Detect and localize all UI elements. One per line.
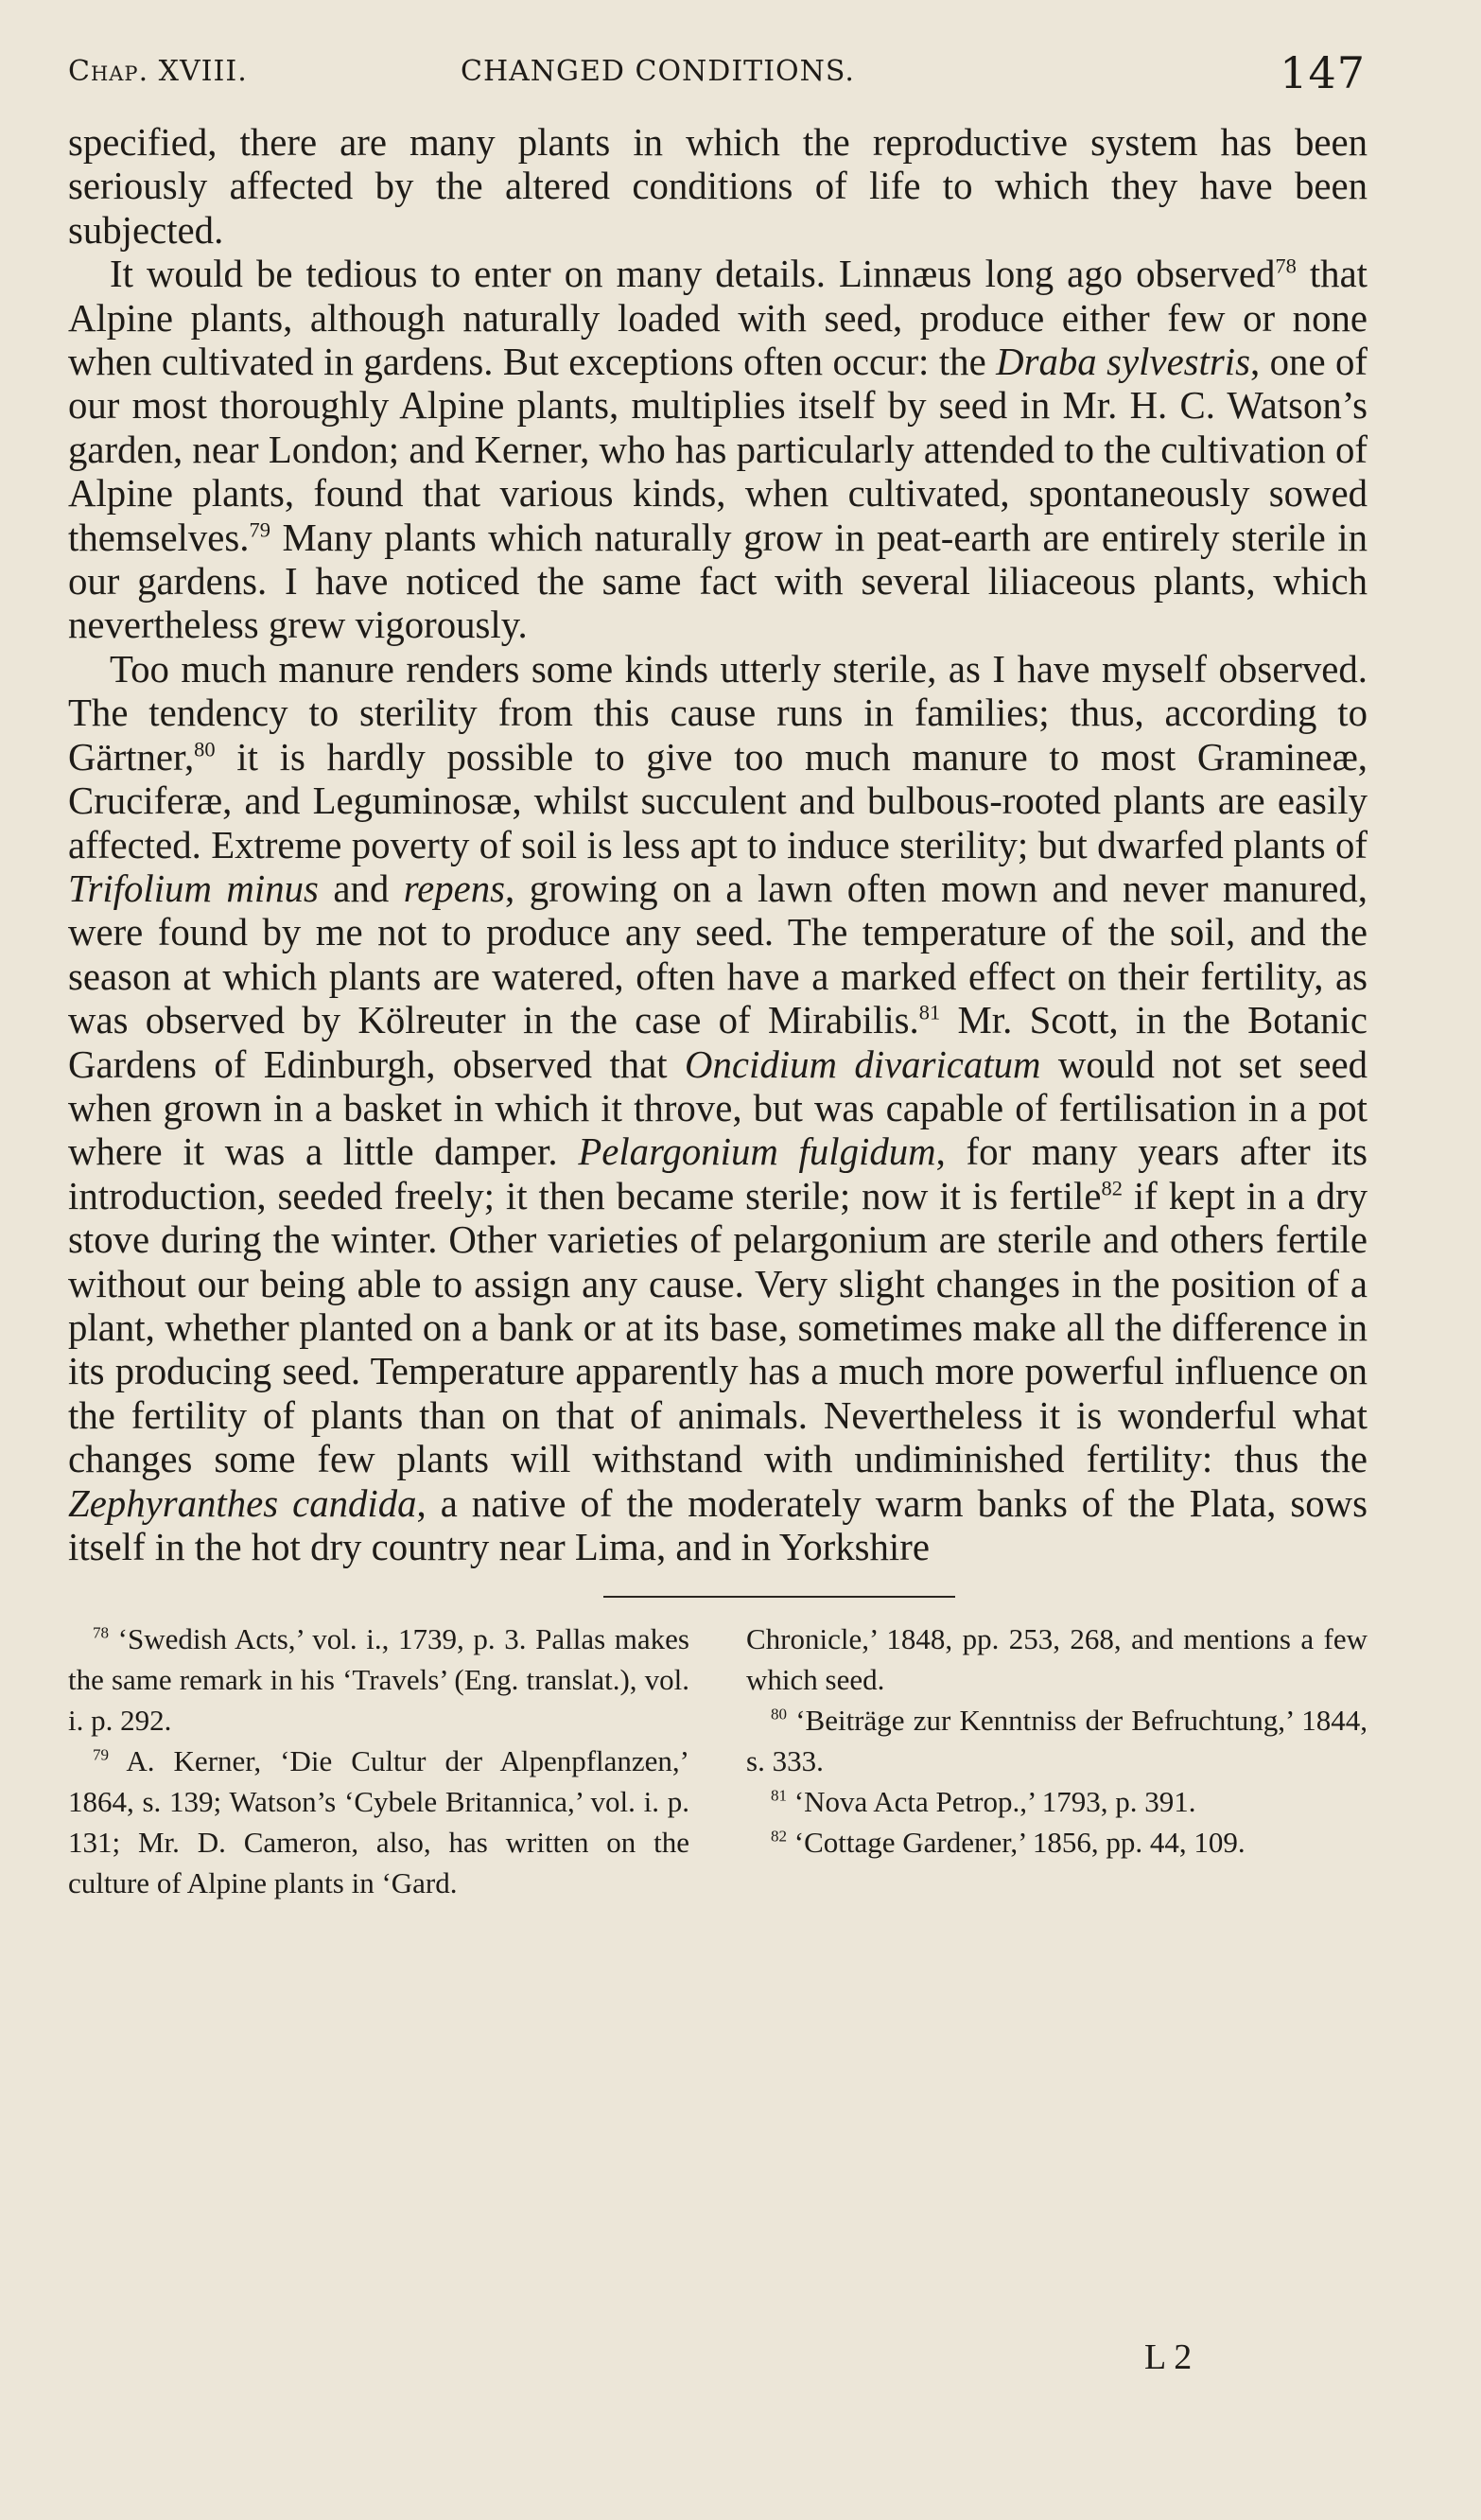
footnote-number: 81 (771, 1787, 788, 1806)
footnote-text: ‘Swedish Acts,’ vol. i., 1739, p. 3. Pallas makes the same remark in his ‘Travels’ (Eng. translat.), vol. i. p. 292. (68, 1622, 689, 1738)
footnote-number: 78 (93, 1624, 110, 1643)
text-run: and (318, 866, 404, 910)
text-run: would not set seed when grown in a basket in which it throve, but was capable of fertilisation in a pot where it was a little damper. (68, 1042, 1368, 1174)
footnote-text: A. Kerner, ‘Die Cultur der Alpenpflanzen,’ 1864, s. 139; Watson’s ‘Cybele Britannica,’ vol. i. p. 131; Mr. D. Cameron, also, has written on the culture of Alpine plants in ‘Gard. (68, 1744, 689, 1900)
footnotes (68, 1619, 1368, 1903)
text-run: Too much manure renders some kinds utterly sterile, as I have myself observed. The tendency to sterility from this cause runs in families; thus, according to Gärtner, (68, 647, 1368, 779)
page-number: 147 (1280, 47, 1366, 98)
footnote-number: 80 (771, 1706, 788, 1724)
footnotes-right-column (746, 1619, 1368, 1903)
text-run: it is hardly possible to give too much manure to most Gramineæ, Cruciferæ, and Leguminosæ, whilst succulent and bulbous-rooted plants are easily affected. Extreme poverty of soil is less apt to induce sterility; but dwarfed plants of (68, 735, 1368, 866)
footnote (746, 1619, 1368, 1700)
italic-text: Pelargonium fulgidum (578, 1130, 936, 1174)
text-run: , a native of the moderately warm banks of the Plata, sows itself in the hot dry country near Lima, and in Yorkshire (68, 1481, 1368, 1568)
footnote-reference: 81 (918, 1000, 941, 1024)
footnote (746, 1822, 1368, 1863)
footnote-number: 79 (93, 1746, 110, 1765)
footnote-text: ‘Beiträge zur Kenntniss der Befruchtung,’ 1844, s. 333. (746, 1704, 1368, 1778)
text-run: , for many years after its introduction, seeded freely; it then became sterile; now it is fertile (68, 1130, 1368, 1217)
text-run: , growing on a lawn often mown and never manured, were found by me not to produce any seed. The temperature of the soil, and the season at which plants are watered, often have a marked effect on their fertility, as was observed by Kölreuter in the case of Mirabilis. (68, 866, 1368, 1042)
italic-text: Oncidium divaricatum (685, 1042, 1041, 1086)
chapter-label: Chap. XVIII. (68, 55, 248, 88)
footnote-reference: 82 (1101, 1176, 1123, 1200)
footnote-text: ‘Cottage Gardener,’ 1856, pp. 44, 109. (787, 1826, 1246, 1860)
signature-mark: L 2 (1144, 2337, 1193, 2377)
text-run: , one of our most thoroughly Alpine plants, multiplies itself by seed in Mr. H. C. Watson’s garden, near London; and Kerner, who has particularly attended to the cultivation of Alpine plants, found that various kinds, when cultivated, spontaneously sowed themselves. (68, 341, 1368, 559)
footnote (746, 1700, 1368, 1781)
paragraph (68, 648, 1368, 1570)
italic-text: Draba sylvestris (996, 341, 1250, 384)
footnotes-left-column (68, 1619, 689, 1903)
running-title: CHANGED CONDITIONS. (461, 55, 855, 88)
footnote (68, 1741, 689, 1903)
footnote-reference: 80 (194, 737, 216, 761)
footnote-reference: 78 (1275, 254, 1297, 278)
text-run: specified, there are many plants in which the reproductive system has been seriously affected by the altered conditions of life to which they have been subjected. (68, 121, 1368, 252)
footnote (68, 1619, 689, 1741)
text-run: if kept in a dry stove during the winter. Other varieties of pelargonium are sterile and others fertile without our being able to assign any cause. Very slight changes in the position of a plant, whether planted on a bank or at its base, sometimes make all the difference in its producing seed. Temperature apparently has a much more powerful influence on the fertility of plants than on that of animals. Nevertheless it is wonderful what changes some few plants will withstand with undiminished fertility: thus the (68, 1174, 1368, 1481)
text-run: Many plants which naturally grow in peat-earth are entirely sterile in our gardens. I have noticed the same fact with several liliaceous plants, which nevertheless grew vigorously. (68, 516, 1368, 647)
running-header (68, 47, 1368, 121)
footnote-rule (603, 1596, 955, 1598)
footnote-number: 82 (771, 1828, 788, 1846)
text-run: It would be tedious to enter on many details. Linnæus long ago observed (110, 253, 1276, 296)
body-text (68, 121, 1368, 1569)
paragraph (68, 121, 1368, 253)
text-run: Mr. Scott, in the Botanic Gardens of Edinburgh, observed that (68, 999, 1368, 1086)
paragraph (68, 253, 1368, 648)
italic-text: Zephyranthes candida (68, 1481, 417, 1525)
footnote-reference: 79 (249, 517, 270, 542)
footnote-text: Chronicle,’ 1848, pp. 253, 268, and mentions a few which seed. (746, 1622, 1368, 1697)
text-run: that Alpine plants, although naturally loaded with seed, produce either few or none when cultivated in gardens. But exceptions often occur: the (68, 253, 1368, 384)
italic-text: Trifolium minus (68, 866, 319, 910)
footnote (746, 1781, 1368, 1822)
italic-text: repens (403, 866, 506, 910)
footnote-text: ‘Nova Acta Petrop.,’ 1793, p. 391. (787, 1785, 1196, 1819)
